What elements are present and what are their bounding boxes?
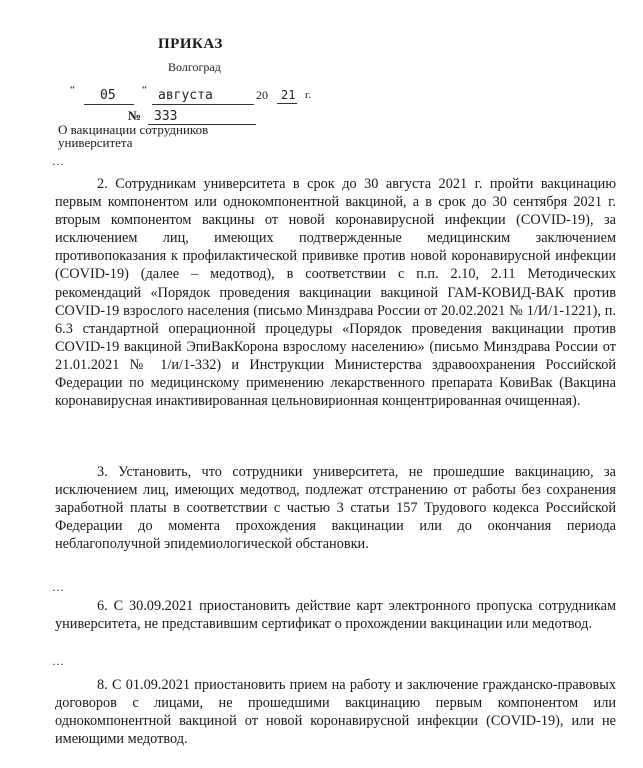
- paragraph-6: 6. С 30.09.2021 приостановить действие карт электронного пропуска сотрудникам университета, не представившим сертификат о прохождении вакцинации или медотвод.: [55, 598, 616, 633]
- month-underline: [152, 104, 254, 105]
- paragraph-3: 3. Установить, что сотрудники университета, не прошедшие вакцинацию, за исключением лиц, имеющих медотвод, подлежат отстранению от работы без сохранения заработной платы в соответствии с частью 3 статьи 157 Трудового кодекса Российской Федерации до момента прохождения вакцинации или до окончания периода неблагополучной эпидемиологической обстановки.: [55, 464, 616, 553]
- subject-line-2: университета: [58, 134, 133, 150]
- ellipsis-2: …: [52, 580, 65, 594]
- subject-line-1: О вакцинации сотрудников: [58, 124, 209, 137]
- number-sign: №: [128, 108, 142, 123]
- date-day: 05: [100, 88, 116, 103]
- quote-close: “: [142, 84, 147, 96]
- date-month: августа: [158, 88, 213, 103]
- city: Волгоград: [168, 60, 221, 74]
- order-title: ПРИКАЗ: [158, 36, 223, 52]
- day-underline: [84, 104, 134, 105]
- ellipsis-1: …: [52, 154, 65, 168]
- date-year: 21: [281, 88, 296, 102]
- date-century: 20: [256, 88, 268, 102]
- quote-open: “: [70, 84, 75, 96]
- number-value: 333: [154, 109, 178, 124]
- ellipsis-3: …: [52, 654, 65, 668]
- order-subject: [58, 124, 278, 150]
- paragraph-2: 2. Сотрудникам университета в срок до 30 августа 2021 г. пройти вакцинацию первым компонентом или однокомпонентной вакциной, а в срок до 30 сентября 2021 г. вторым компонентом вакцины от новой коронавирусной инфекции (COVID-19), за исключением лиц, имеющих подтвержденные медицинским заключением противопоказания к профилактической прививке против новой коронавирусной инфекции (COVID-19) (далее – медотвод), в соответствии с п.п. 2.10, 2.11 Методических рекомендаций «Порядок проведения вакцинации вакциной ГАМ-КОВИД-ВАК против COVID-19 взрослого населения (письмо Минздрава России от 20.02.2021 № 1/И/1-1221), п. 6.3 стандартной операционной процедуры «Порядок проведения вакцинации против COVID-19 вакциной ЭпиВакКорона взрослому населению» (письмо Минздрава России от 21.01.2021 № 1/и/1-332) и Инструкции Министерства здравоохранения Российской Федерации по медицинскому применению лекарственного препарата КовиВак (Вакцина коронавирусная инактивированная цельновирионная концентрированная очищенная).: [55, 176, 616, 410]
- year-suffix: г.: [305, 89, 312, 101]
- year-underline: [277, 103, 297, 104]
- paragraph-8: 8. С 01.09.2021 приостановить прием на работу и заключение гражданско-правовых договоров с лицами, не прошедшими вакцинацию первым компонентом или однокомпонентной вакциной от новой коронавирусной инфекции (COVID-19), или не имеющими медотвод.: [55, 677, 616, 748]
